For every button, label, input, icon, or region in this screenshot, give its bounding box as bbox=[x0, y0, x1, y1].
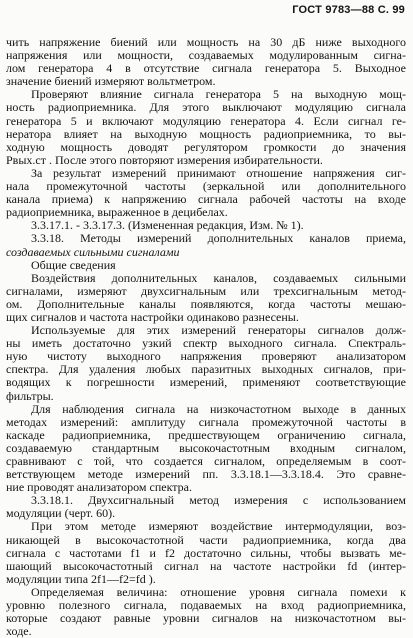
text-line: За результат измерений принимают отношение напряжения сиг- bbox=[31, 166, 406, 180]
text-line: ходе. bbox=[6, 625, 32, 638]
text-line: водящих к погрешности измерений, применяют соответствующие bbox=[6, 376, 406, 390]
text-line: 3.3.17.1. - 3.3.17.3. (Измененная редакция, Изм. № 1). bbox=[31, 219, 304, 233]
text-line: сигналами, измеряют двухсигнальным или трехсигнальным метод- bbox=[6, 284, 406, 298]
text-line: Pвых.ст . После этого повторяют измерения избирательности. bbox=[6, 153, 323, 167]
text-line: уровню полезного сигнала, подаваемых на вход радиоприемника, bbox=[6, 599, 406, 613]
text-line: чить напряжение биений или мощность на 30 дБ ниже выходного bbox=[6, 36, 406, 49]
text-line: модуляции типа 2f1—f2=fd ). bbox=[6, 572, 156, 586]
text-line: Общие сведения bbox=[31, 258, 116, 272]
text-line: которые создают равные уровни сигналов на низкочастотном вы- bbox=[6, 612, 406, 626]
page-header: ГОСТ 9783—88 С. 99 bbox=[292, 4, 405, 16]
text-line: канала приема) к напряжению сигнала рабочей частоты на входе bbox=[6, 193, 406, 207]
text-line: ом. Дополнительные каналы появляются, когда частоты мешаю- bbox=[6, 297, 406, 311]
text-line: создаваемых сильными сигналами bbox=[6, 245, 180, 259]
text-line: модуляции (черт. 60). bbox=[6, 507, 116, 521]
text-line: При этом методе измеряют воздействие интермодуляции, воз- bbox=[31, 520, 406, 534]
text-line: методах измерений: амплитуду сигнала промежуточной частоты в bbox=[6, 415, 406, 429]
text-line: спектра. Для удаления любых паразитных выходных сигналов, при- bbox=[6, 363, 406, 377]
text-line: фильтры. bbox=[6, 389, 54, 403]
text-line: нератора влияет на выходную мощность радиоприемника, то вы- bbox=[6, 127, 406, 141]
text-line: ветствующем методе измерений пп. 3.3.18.1—3.3.18.4. Это сравне- bbox=[6, 468, 406, 482]
text-line: шающий высокочастотный сигнал на частоте настройки fd (интер- bbox=[6, 559, 406, 573]
text-line: Используемые для этих измерений генераторы сигналов долж- bbox=[31, 324, 406, 338]
text-line: радиоприемника, выраженное в децибелах. bbox=[6, 206, 228, 220]
text-line: Воздействия дополнительных каналов, создаваемых сильными bbox=[31, 271, 406, 285]
text-line: значение биений измеряют вольтметром. bbox=[6, 75, 216, 89]
text-line: сравнивают с той, что создается сигналом, определяемым в соот- bbox=[6, 455, 406, 468]
text-line: создаваемую стандартным высокочастотным входным сигналом, bbox=[6, 441, 406, 455]
text-line: Проверяют влияние сигнала генератора 5 на выходную мощ- bbox=[31, 88, 406, 102]
text-line: 3.3.18. Методы измерений дополнительных каналов приема, bbox=[31, 232, 406, 246]
text-line: лом генератора 4 в отсутствие сигнала генератора 5. Выходное bbox=[6, 62, 406, 76]
text-line: ние проводят анализатором спектра. bbox=[6, 481, 192, 495]
text-line: ходную мощность доводят регулятором громкости до значения bbox=[6, 140, 406, 154]
document-body bbox=[6, 36, 406, 638]
text-line: генератора 5 и включают модуляцию генератора 4. Если сигнал ге- bbox=[6, 114, 406, 128]
text-line: 3.3.18.1. Двухсигнальный метод измерения с использованием bbox=[31, 494, 406, 508]
text-line: напряжения или мощности, создаваемых модулированным сигна- bbox=[6, 49, 406, 63]
text-line: Для наблюдения сигнала на низкочастотном выходе в данных bbox=[31, 402, 406, 416]
text-line: щих сигналов и частота настройки одинаково разнесены. bbox=[6, 310, 299, 324]
text-line: никающей в высокочастотной части радиоприемника, когда два bbox=[6, 533, 406, 547]
text-line: ную чистоту выходного напряжения проверяют анализатором bbox=[6, 350, 406, 364]
text-line: ность радиоприемника. Для этого выключают модуляцию сигнала bbox=[6, 101, 406, 115]
text-line: Определяемая величина: отношение уровня сигнала помехи к bbox=[31, 585, 406, 599]
text-line: ны иметь достаточно узкий спектр выходного сигнала. Спектраль- bbox=[6, 337, 406, 351]
text-line: сигнала с частотами f1 и f2 достаточно сильны, чтобы вызвать ме- bbox=[6, 546, 406, 560]
text-line: каскаде радиоприемника, предшествующем ограничению сигнала, bbox=[6, 428, 406, 442]
text-line: нала промежуточной частоты (зеркальной или дополнительного bbox=[6, 180, 406, 194]
